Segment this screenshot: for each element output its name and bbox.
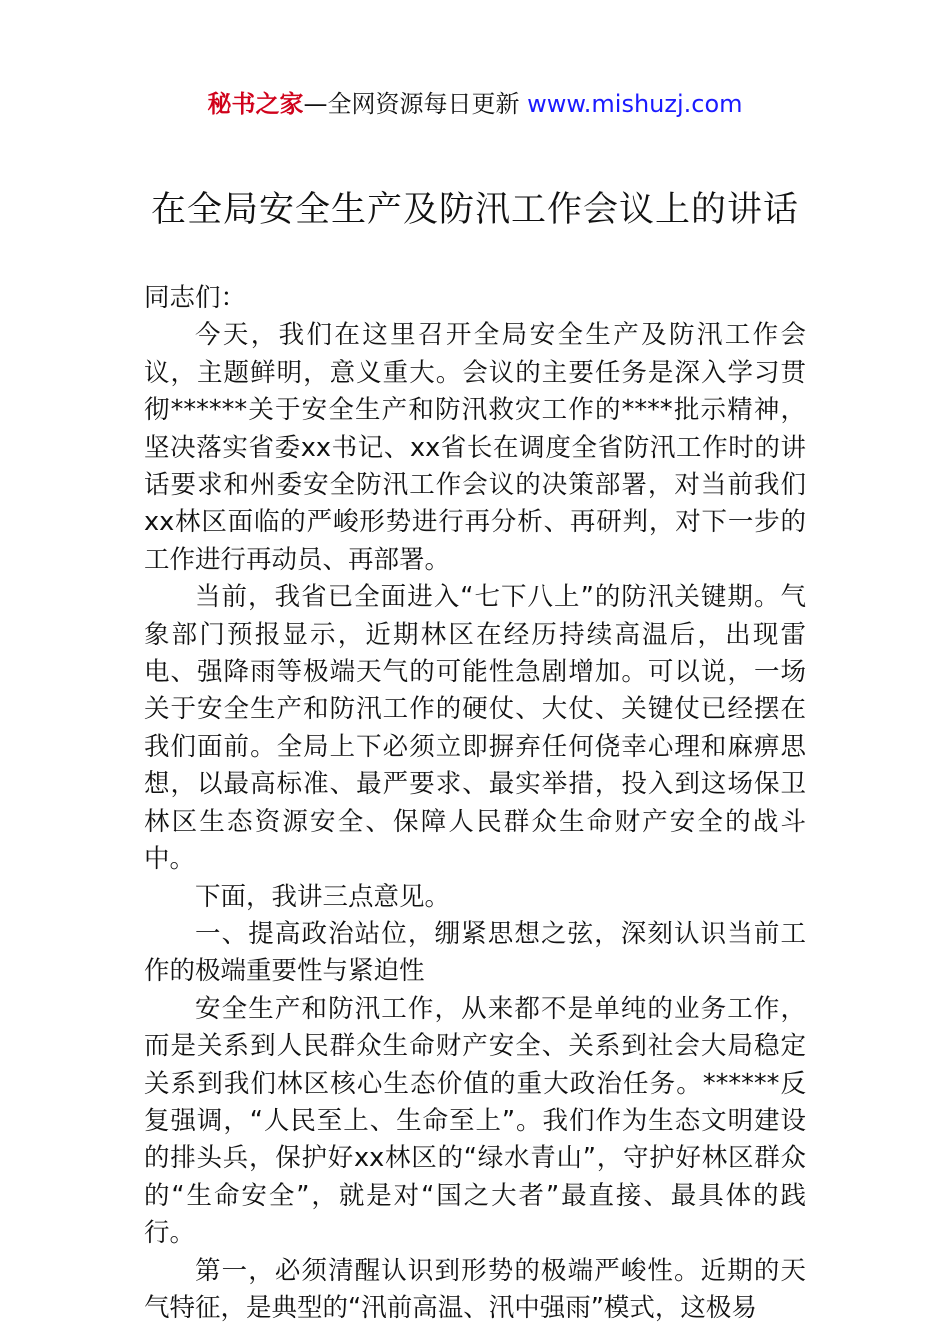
header-dash: — <box>303 90 328 118</box>
document-body <box>144 280 806 1327</box>
site-url-link[interactable]: www.mishuzj.com <box>527 90 743 118</box>
paragraph-outline: 下面，我讲三点意见。 <box>195 881 451 912</box>
salutation: 同志们： <box>144 283 247 313</box>
paragraph-section-1: 安全生产和防汛工作，从来都不是单纯的业务工作，而是关系到人民群众生命财产安全、关系到社会大局稳定关系到我们林区核心生态价值的重大政治任务。******反复强调，“人民至上、生命至上”。我们作为生态文明建设的排头兵，保护好xx林区的“绿水青山”，守护好林区群众的“生命安全”，就是对“国之大者”最直接、最具体的践行。 <box>144 993 806 1249</box>
site-brand: 秘书之家 <box>207 90 304 118</box>
paragraph-intro: 今天，我们在这里召开全局安全生产及防汛工作会议，主题鲜明，意义重大。会议的主要任务是深入学习贯彻******关于安全生产和防汛救灾工作的****批示精神，坚决落实省委xx书记、xx省长在调度全省防汛工作时的讲话要求和州委安全防汛工作会议的决策部署，对当前我们xx林区面临的严峻形势进行再分析、再研判，对下一步的工作进行再动员、再部署。 <box>144 320 806 575</box>
site-header <box>0 88 950 120</box>
document-title: 在全局安全生产及防汛工作会议上的讲话 <box>150 190 799 230</box>
header-tagline: 全网资源每日更新 <box>327 90 520 118</box>
paragraph-situation: 当前，我省已全面进入“七下八上”的防汛关键期。气象部门预报显示，近期林区在经历持续高温后，出现雷电、强降雨等极端天气的可能性急剧增加。可以说，一场关于安全生产和防汛工作的硬仗、大仗、关键仗已经摆在我们面前。全局上下必须立即摒弃任何侥幸心理和麻痹思想，以最高标准、最严要求、最实举措，投入到这场保卫林区生态资源安全、保障人民群众生命财产安全的战斗中。 <box>144 582 806 875</box>
section-heading-1: 一、提高政治站位，绷紧思想之弦，深刻认识当前工作的极端重要性与紧迫性 <box>144 918 806 987</box>
paragraph-point-1: 第一，必须清醒认识到形势的极端严峻性。近期的天气特征，是典型的“汛前高温、汛中强雨”模式，这极易 <box>144 1255 806 1323</box>
